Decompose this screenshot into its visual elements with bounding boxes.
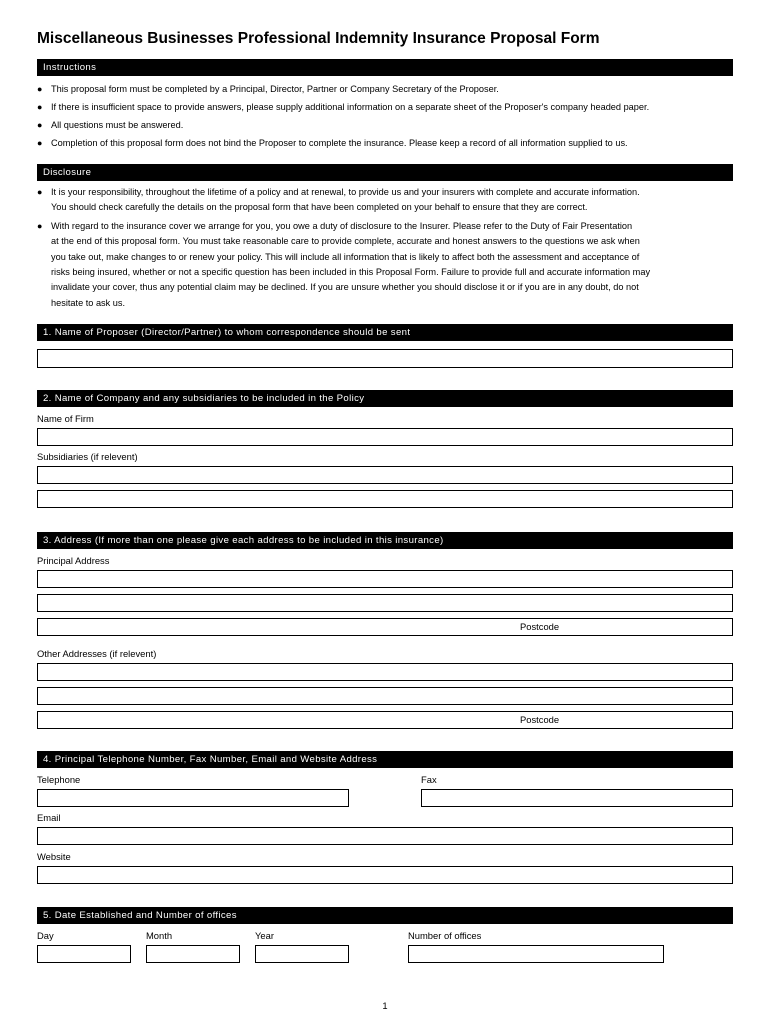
subsidiaries-input-1[interactable] <box>37 466 733 484</box>
principal-address-input-3[interactable] <box>37 618 733 636</box>
telephone-input[interactable] <box>37 789 349 807</box>
fax-label: Fax <box>421 774 437 785</box>
subsidiaries-label: Subsidiaries (if relevent) <box>37 451 138 462</box>
subsidiaries-input-2[interactable] <box>37 490 733 508</box>
postcode-label: Postcode <box>520 714 560 725</box>
page-title: Miscellaneous Businesses Professional Indemnity Insurance Proposal Form <box>37 30 600 47</box>
list-item: ● It is your responsibility, throughout the lifetime of a policy and at renewal, to provide us and your insurers with complete and accurate information. You should check carefully the details on the proposal form that have been completed on your behalf to ensure that they are correct. <box>37 187 640 213</box>
bullet-icon: ● <box>37 120 43 130</box>
page-number: 1 <box>382 1000 388 1011</box>
section-5-heading: 5. Date Established and Number of offices <box>37 907 733 924</box>
email-label: Email <box>37 812 61 823</box>
offices-label: Number of offices <box>408 930 482 941</box>
bullet-icon: ● <box>37 102 43 112</box>
email-input[interactable] <box>37 827 733 845</box>
principal-address-label: Principal Address <box>37 555 110 566</box>
day-label: Day <box>37 930 54 941</box>
bullet-icon: ● <box>37 187 43 197</box>
principal-address-input-2[interactable] <box>37 594 733 612</box>
year-input[interactable] <box>255 945 349 963</box>
disclosure-heading: Disclosure <box>37 164 733 181</box>
website-input[interactable] <box>37 866 733 884</box>
instructions-heading: Instructions <box>37 59 733 76</box>
website-label: Website <box>37 851 71 862</box>
postcode-label: Postcode <box>520 621 560 632</box>
bullet-icon: ● <box>37 220 43 231</box>
firm-name-label: Name of Firm <box>37 413 94 424</box>
other-address-input-2[interactable] <box>37 687 733 705</box>
section-2-heading: 2. Name of Company and any subsidiaries to be included in the Policy <box>37 390 733 407</box>
list-item: ● Completion of this proposal form does not bind the Proposer to complete the insurance. Please keep a record of all information supplied to us. <box>37 134 737 152</box>
principal-address-input-1[interactable] <box>37 570 733 588</box>
telephone-label: Telephone <box>37 774 81 785</box>
instructions-list <box>37 80 737 152</box>
other-addresses-label: Other Addresses (if relevent) <box>37 648 157 659</box>
other-address-input-3[interactable] <box>37 711 733 729</box>
list-item: ● If there is insufficient space to provide answers, please supply additional information on a separate sheet of the Proposer's company headed paper. <box>37 98 737 116</box>
bullet-icon: ● <box>37 84 43 94</box>
section-3-heading: 3. Address (If more than one please give each address to be included in this insurance) <box>37 532 733 549</box>
bullet-icon: ● <box>37 138 43 148</box>
proposer-name-input[interactable] <box>37 349 733 368</box>
month-label: Month <box>146 930 173 941</box>
section-1-heading: 1. Name of Proposer (Director/Partner) to whom correspondence should be sent <box>37 324 733 341</box>
firm-name-input[interactable] <box>37 428 733 446</box>
year-label: Year <box>255 930 274 941</box>
month-input[interactable] <box>146 945 240 963</box>
list-item: ● All questions must be answered. <box>37 116 737 134</box>
list-item: ● This proposal form must be completed by a Principal, Director, Partner or Company Secretary of the Proposer. <box>37 80 737 98</box>
day-input[interactable] <box>37 945 131 963</box>
other-address-input-1[interactable] <box>37 663 733 681</box>
offices-input[interactable] <box>408 945 664 963</box>
disclosure-list <box>37 185 737 311</box>
list-item: ● With regard to the insurance cover we arrange for you, you owe a duty of disclosure to the Insurer. Please refer to the Duty of Fair Presentation at the end of this proposal form. You must take reasonable care to provide complete, accurate and honest answers to the questions we ask when you take out, make changes to or renew your policy. This will include all information that is likely to affect both the assessment and acceptance of risks being insured, whether or not a specific question has been included in this Proposal Form. Failure to provide full and accurate information may invalidate your cover, thus any potential claim may be declined. If you are unsure whether you should disclose it or if you are in any doubt, do not hesitate to ask us. <box>37 220 651 308</box>
fax-input[interactable] <box>421 789 733 807</box>
section-4-heading: 4. Principal Telephone Number, Fax Number, Email and Website Address <box>37 751 733 768</box>
